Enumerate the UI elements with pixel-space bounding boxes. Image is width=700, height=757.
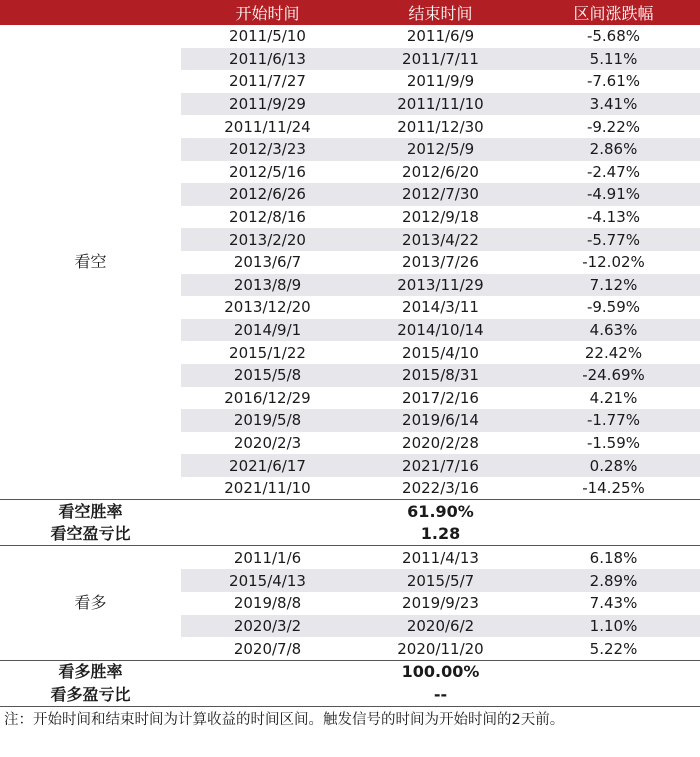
long-win-rate-row <box>0 660 700 683</box>
change-cell: 3.41% <box>527 93 700 116</box>
start-time-cell: 2011/9/29 <box>181 93 354 116</box>
end-time-cell: 2013/7/26 <box>354 251 527 274</box>
long-pl-ratio-value: -- <box>354 683 527 706</box>
end-time-cell: 2017/2/16 <box>354 387 527 410</box>
change-cell: -24.69% <box>527 364 700 387</box>
long-win-rate-value: 100.00% <box>354 660 527 683</box>
change-cell: 7.43% <box>527 592 700 615</box>
footnote: 注：开始时间和结束时间为计算收益的时间区间。触发信号的时间为开始时间的2天前。 <box>4 711 565 728</box>
header-change: 区间涨跌幅 <box>527 0 700 25</box>
start-time-cell: 2012/3/23 <box>181 138 354 161</box>
end-time-cell: 2019/9/23 <box>354 592 527 615</box>
change-cell: -5.68% <box>527 25 700 48</box>
start-time-cell: 2011/7/27 <box>181 70 354 93</box>
start-time-cell: 2014/9/1 <box>181 319 354 342</box>
start-time-cell: 2021/11/10 <box>181 477 354 500</box>
end-time-cell: 2014/3/11 <box>354 296 527 319</box>
header-row <box>0 0 700 25</box>
end-time-cell: 2011/9/9 <box>354 70 527 93</box>
header-group <box>0 0 181 25</box>
change-cell: 6.18% <box>527 546 700 569</box>
start-time-cell: 2019/5/8 <box>181 409 354 432</box>
start-time-cell: 2015/4/13 <box>181 569 354 592</box>
end-time-cell: 2011/6/9 <box>354 25 527 48</box>
change-cell: 5.11% <box>527 48 700 71</box>
change-cell: -1.59% <box>527 432 700 455</box>
end-time-cell: 2015/5/7 <box>354 569 527 592</box>
start-time-cell: 2012/8/16 <box>181 206 354 229</box>
short-stats <box>0 500 700 546</box>
change-cell: 0.28% <box>527 454 700 477</box>
end-time-cell: 2020/11/20 <box>354 637 527 660</box>
start-time-cell: 2015/1/22 <box>181 341 354 364</box>
change-cell: 2.89% <box>527 569 700 592</box>
end-time-cell: 2011/12/30 <box>354 115 527 138</box>
end-time-cell: 2015/4/10 <box>354 341 527 364</box>
start-time-cell: 2011/5/10 <box>181 25 354 48</box>
change-cell: 1.10% <box>527 615 700 638</box>
short-row <box>0 25 700 48</box>
long-win-rate-label: 看多胜率 <box>0 660 181 683</box>
end-time-cell: 2012/7/30 <box>354 183 527 206</box>
short-win-rate-label: 看空胜率 <box>0 500 181 523</box>
change-cell: 7.12% <box>527 274 700 297</box>
short-pl-ratio-value: 1.28 <box>354 523 527 546</box>
end-time-cell: 2013/11/29 <box>354 274 527 297</box>
change-cell: -12.02% <box>527 251 700 274</box>
end-time-cell: 2013/4/22 <box>354 228 527 251</box>
end-time-cell: 2020/6/2 <box>354 615 527 638</box>
end-time-cell: 2014/10/14 <box>354 319 527 342</box>
header-end-time: 结束时间 <box>354 0 527 25</box>
start-time-cell: 2011/11/24 <box>181 115 354 138</box>
change-cell: -9.22% <box>527 115 700 138</box>
end-time-cell: 2015/8/31 <box>354 364 527 387</box>
start-time-cell: 2013/12/20 <box>181 296 354 319</box>
start-time-cell: 2021/6/17 <box>181 454 354 477</box>
start-time-cell: 2020/2/3 <box>181 432 354 455</box>
long-section <box>0 546 700 660</box>
start-time-cell: 2020/7/8 <box>181 637 354 660</box>
long-pl-ratio-label: 看多盈亏比 <box>0 683 181 706</box>
start-time-cell: 2016/12/29 <box>181 387 354 410</box>
change-cell: -2.47% <box>527 161 700 184</box>
start-time-cell: 2013/2/20 <box>181 228 354 251</box>
short-win-rate-row <box>0 500 700 523</box>
change-cell: -14.25% <box>527 477 700 500</box>
change-cell: -4.13% <box>527 206 700 229</box>
start-time-cell: 2020/3/2 <box>181 615 354 638</box>
change-cell: -1.77% <box>527 409 700 432</box>
change-cell: -4.91% <box>527 183 700 206</box>
end-time-cell: 2011/4/13 <box>354 546 527 569</box>
end-time-cell: 2011/11/10 <box>354 93 527 116</box>
start-time-cell: 2013/6/7 <box>181 251 354 274</box>
end-time-cell: 2020/2/28 <box>354 432 527 455</box>
start-time-cell: 2011/1/6 <box>181 546 354 569</box>
change-cell: 22.42% <box>527 341 700 364</box>
long-row <box>0 546 700 569</box>
end-time-cell: 2012/6/20 <box>354 161 527 184</box>
change-cell: 2.86% <box>527 138 700 161</box>
short-pl-ratio-row <box>0 523 700 546</box>
short-pl-ratio-label: 看空盈亏比 <box>0 523 181 546</box>
end-time-cell: 2022/3/16 <box>354 477 527 500</box>
start-time-cell: 2015/5/8 <box>181 364 354 387</box>
long-stats <box>0 660 700 706</box>
start-time-cell: 2011/6/13 <box>181 48 354 71</box>
change-cell: 5.22% <box>527 637 700 660</box>
start-time-cell: 2013/8/9 <box>181 274 354 297</box>
change-cell: -9.59% <box>527 296 700 319</box>
long-pl-ratio-row <box>0 683 700 706</box>
start-time-cell: 2019/8/8 <box>181 592 354 615</box>
start-time-cell: 2012/6/26 <box>181 183 354 206</box>
header-start-time: 开始时间 <box>181 0 354 25</box>
change-cell: 4.63% <box>527 319 700 342</box>
end-time-cell: 2019/6/14 <box>354 409 527 432</box>
end-time-cell: 2021/7/16 <box>354 454 527 477</box>
start-time-cell: 2012/5/16 <box>181 161 354 184</box>
long-group-label: 看多 <box>0 546 181 660</box>
end-time-cell: 2012/5/9 <box>354 138 527 161</box>
short-win-rate-value: 61.90% <box>354 500 527 523</box>
change-cell: -5.77% <box>527 228 700 251</box>
short-group-label: 看空 <box>0 25 181 500</box>
end-time-cell: 2012/9/18 <box>354 206 527 229</box>
end-time-cell: 2011/7/11 <box>354 48 527 71</box>
short-section <box>0 25 700 500</box>
change-cell: 4.21% <box>527 387 700 410</box>
change-cell: -7.61% <box>527 70 700 93</box>
